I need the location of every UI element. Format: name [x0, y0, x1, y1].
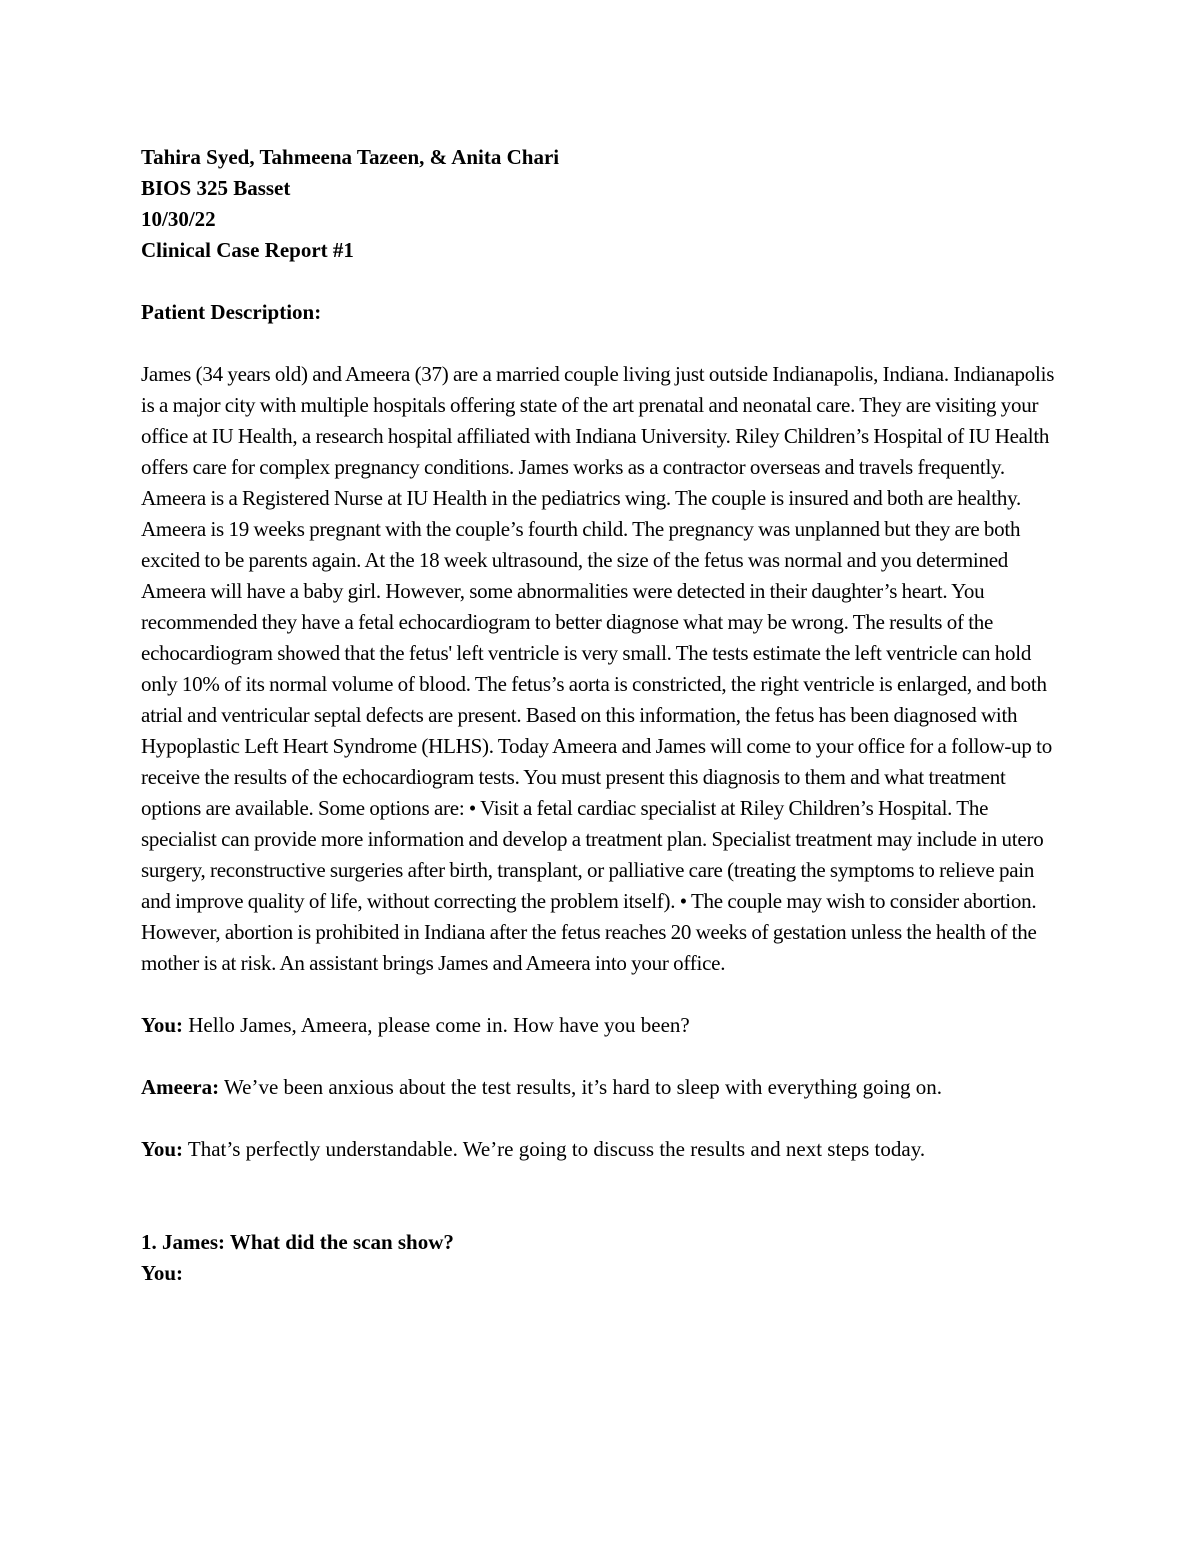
document-header	[141, 142, 1061, 266]
dialogue-line	[141, 1072, 1061, 1103]
dialogue-text: We’ve been anxious about the test results, it’s hard to sleep with everything going on.	[219, 1075, 942, 1099]
question-prompt: 1. James: What did the scan show?	[141, 1230, 454, 1254]
report-title: Clinical Case Report #1	[141, 238, 354, 262]
dialogue-section	[141, 1010, 1061, 1165]
course-line: BIOS 325 Basset	[141, 176, 291, 200]
authors-line: Tahira Syed, Tahmeena Tazeen, & Anita Chari	[141, 145, 560, 169]
speaker-label: You:	[141, 1013, 184, 1037]
patient-description-paragraph: James (34 years old) and Ameera (37) are a married couple living just outside Indianapolis, Indiana. Indianapolis is a major city with multiple hospitals offering state of the art prenatal and neonatal care. They are visiting your office at IU Health, a research hospital affiliated with Indiana University. Riley Children’s Hospital of IU Health offers care for complex pregnancy conditions. James works as a contractor overseas and travels frequently. Ameera is a Registered Nurse at IU Health in the pediatrics wing. The couple is insured and both are healthy. Ameera is 19 weeks pregnant with the couple’s fourth child. The pregnancy was unplanned but they are both excited to be parents again. At the 18 week ultrasound, the size of the fetus was normal and you determined Ameera will have a baby girl. However, some abnormalities were detected in their daughter’s heart. You recommended they have a fetal echocardiogram to better diagnose what may be wrong. The results of the echocardiogram showed that the fetus' left ventricle is very small. The tests estimate the left ventricle can hold only 10% of its normal volume of blood. The fetus’s aorta is constricted, the right ventricle is enlarged, and both atrial and ventricular septal defects are present. Based on this information, the fetus has been diagnosed with Hypoplastic Left Heart Syndrome (HLHS). Today Ameera and James will come to your office for a follow-up to receive the results of the echocardiogram tests. You must present this diagnosis to them and what treatment options are available. Some options are: • Visit a fetal cardiac specialist at Riley Children’s Hospital. The specialist can provide more information and develop a treatment plan. Specialist treatment may include in utero surgery, reconstructive surgeries after birth, transplant, or palliative care (treating the symptoms to relieve pain and improve quality of life, without correcting the problem itself). • The couple may wish to consider abortion. However, abortion is prohibited in Indiana after the fetus reaches 20 weeks of gestation unless the health of the mother is at risk. An assistant brings James and Ameera into your office.	[141, 362, 1055, 975]
speaker-label: You:	[141, 1137, 184, 1161]
response-label: You:	[141, 1261, 184, 1285]
dialogue-text: Hello James, Ameera, please come in. How have you been?	[183, 1013, 690, 1037]
speaker-label: Ameera:	[141, 1075, 220, 1099]
document-page	[141, 142, 1061, 1289]
dialogue-line	[141, 1134, 1061, 1165]
dialogue-text: That’s perfectly understandable. We’re going to discuss the results and next steps today.	[183, 1137, 926, 1161]
date-line: 10/30/22	[141, 207, 216, 231]
patient-description-heading: Patient Description:	[141, 300, 322, 324]
question-block	[141, 1227, 1061, 1289]
dialogue-line	[141, 1010, 1061, 1041]
